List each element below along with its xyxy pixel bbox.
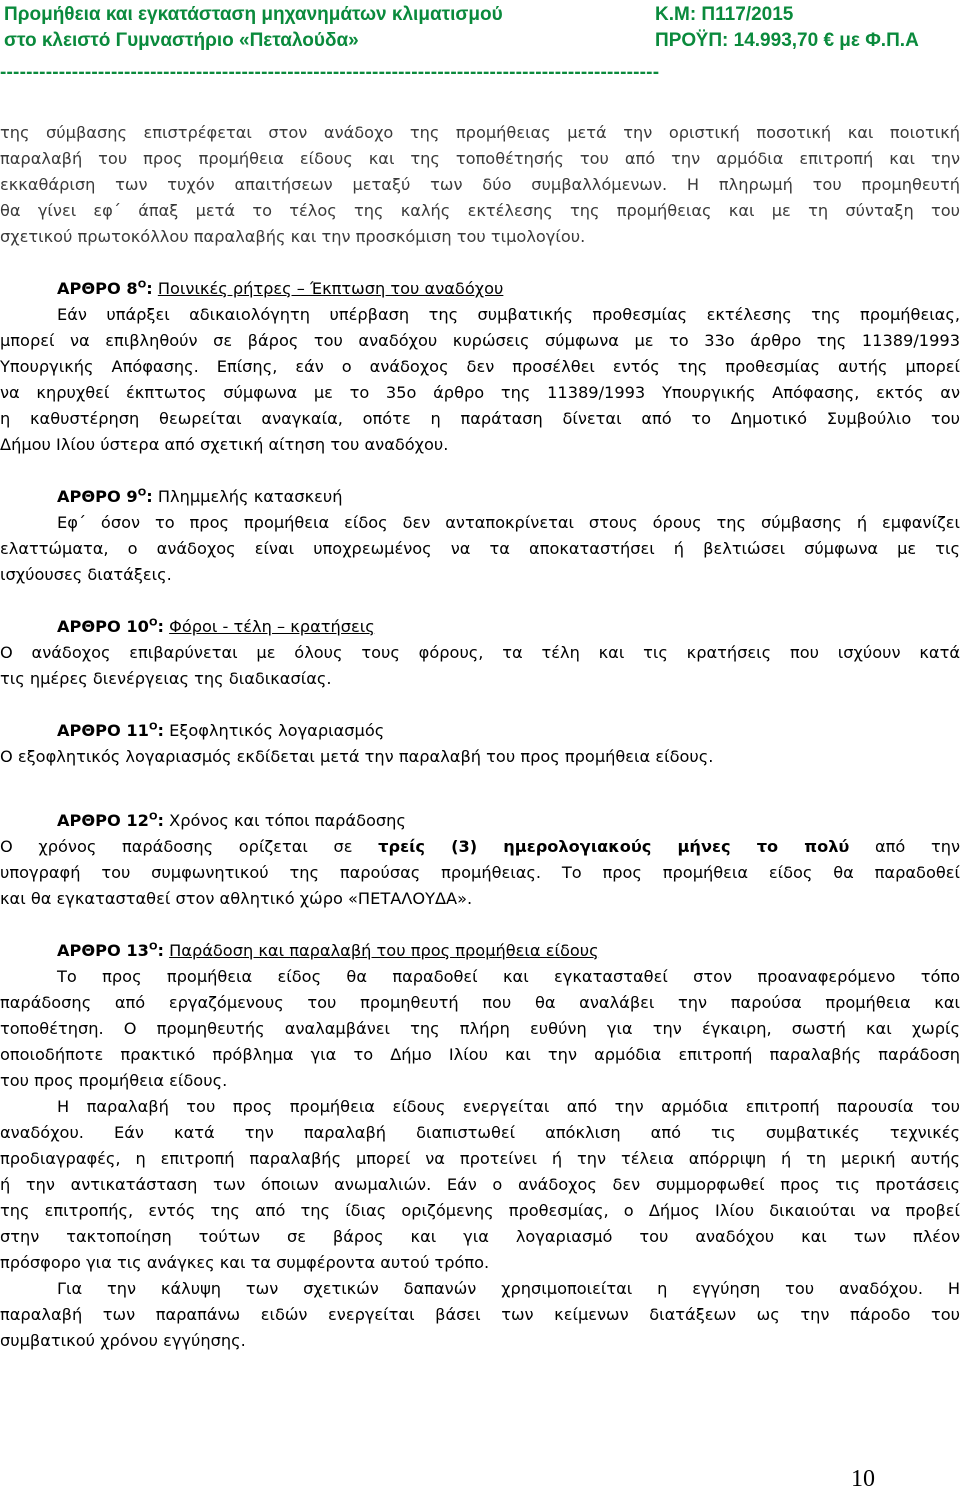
text-line: πρόσφορο για τις ανάγκες και τα συμφέροντα αυτού τρόπο. [0,1253,490,1272]
text-line: στην τακτοποίηση τούτων σε βάρος και για λογαριασμό του αναδόχου και των πλέον [0,1227,960,1246]
text-line: Δήμου Ιλίου ύστερα από σχετική αίτηση του αναδόχου. [0,435,449,454]
text-line: ισχύουσες διατάξεις. [0,565,172,584]
article-heading: ΑΡΘΡΟ $9^O$: Πλημμελής κατασκευή [57,487,343,506]
header-ref-line-2: ΠΡΟΫΠ: 14.993,70 € με Φ.Π.Α [655,30,919,51]
text-line: Εάν υπάρξει αδικαιολόγητη υπέρβαση της συμβατικής προθεσμίας εκτέλεσης της προμήθειας, [57,305,960,324]
article-12 [0,808,960,912]
article-title: Παράδοση και παραλαβή του προς προμήθεια είδους [169,941,599,960]
header-title-line-1: Προμήθεια και εγκατάσταση μηχανημάτων κλιματισμού [4,4,503,25]
intro-paragraph [0,120,960,250]
text-line: Το προς προμήθεια είδος θα παραδοθεί και εγκατασταθεί στον προαναφερόμενο τόπο [57,967,960,986]
text-line: και θα εγκατασταθεί στον αθλητικό χώρο «ΠΕΤΑΛΟΥΔΑ». [0,889,473,908]
text-line: παραλαβή των παραπάνω ειδών ενεργείται βάσει των κείμενων διατάξεων ως την πάροδο του [0,1305,960,1324]
text-line: να κηρυχθεί έκπτωτος σύμφωνα με το 35ο άρθρο της 11389/1993 Υπουργικής Απόφασης, εκτός αν [0,383,960,402]
text-line: του προς προμήθεια είδους. [0,1071,228,1090]
article-13 [0,938,960,1354]
article-heading: ΑΡΘΡΟ $13^O$: Παράδοση και παραλαβή του προς προμήθεια είδους [57,941,599,960]
text-line: τοποθέτηση. Ο προμηθευτής αναλαμβάνει της πλήρη ευθύνη για την έγκαιρη, σωστή και χωρίς [0,1019,960,1038]
page-header [0,0,960,90]
text-line: τις ημέρες διενέργειας της διαδικασίας. [0,669,332,688]
text-line: Ο εξοφλητικός λογαριασμός εκδίδεται μετά την παραλαβή του προς προμήθεια είδους. [0,747,714,766]
article-11 [0,718,960,770]
article-title: Ποινικές ρήτρες – Έκπτωση του αναδόχου [157,279,504,298]
text-line: αναδόχου. Εάν κατά την παραλαβή διαπιστωθεί απόκλιση από τις συμβατικές τεχνικές [0,1123,960,1142]
text-line: θα γίνει εφ΄ άπαξ μετά το τέλος της καλής εκτέλεσης της προμήθειας και με τη σύνταξη του [0,201,960,220]
article-heading: ΑΡΘΡΟ $8^O$: Ποινικές ρήτρες – Έκπτωση του αναδόχου [57,279,504,298]
header-title-line-2: στο κλειστό Γυμναστήριο «Πεταλούδα» [4,30,359,51]
text-line: συμβατικού χρόνου εγγύησης. [0,1331,246,1350]
text-line: Εφ΄ όσον το προς προμήθεια είδος δεν ανταποκρίνεται στους όρους της σύμβασης ή εμφανίζει [57,513,960,532]
text-line: υπογραφή του συμφωνητικού της παρούσας προμήθειας. Το προς προμήθεια είδος θα παραδοθεί [0,863,960,882]
text-line: η καθυστέρηση θεωρείται αναγκαία, οπότε η παράταση δίνεται από το Δημοτικό Συμβούλιο του [0,409,960,428]
article-heading: ΑΡΘΡΟ $12^O$: Χρόνος και τόποι παράδοσης [57,811,406,830]
text-line: παράδοσης από εργαζόμενους του προμηθευτή που θα αναλάβει την παρούσα προμήθεια και [0,993,960,1012]
text-line: μπορεί να επιβληθούν σε βάρος του αναδόχου κυρώσεις σύμφωνα με το 33ο άρθρο της 11389/1993 [0,331,960,350]
text-line: σχετικού πρωτοκόλλου παραλαβής και την προσκόμιση του τιμολογίου. [0,227,586,246]
text-line: της σύμβασης επιστρέφεται στον ανάδοχο της προμήθειας μετά την οριστική ποσοτική και ποιοτική [0,123,960,142]
article-8 [0,276,960,458]
article-title: Χρόνος και τόποι παράδοσης [169,811,406,830]
text-line: προδιαγραφές, η επιτροπή παραλαβής μπορεί να προτείνει ή την τέλεια απόρριψη ή τη μερική αυτής [0,1149,960,1168]
article-title: Εξοφλητικός λογαριασμός [169,721,385,740]
text-line: εκκαθάριση των τυχόν απαιτήσεων μεταξύ των δύο συμβαλλόμενων. Η πληρωμή του προμηθευτή [0,175,960,194]
text-line: της επιτροπής, εντός της από της ίδιας οριζόμενης προθεσμίας, ο Δήμος Ιλίου δικαιούται να προβεί [0,1201,960,1220]
text-line: Για την κάλυψη των σχετικών δαπανών χρησιμοποιείται η εγγύηση του αναδόχου. Η [57,1279,960,1298]
article-9 [0,484,960,588]
text-line: Ο ανάδοχος επιβαρύνεται με όλους τους φόρους, τα τέλη και τις κρατήσεις που ισχύουν κατά [0,643,960,662]
text-line: ή την αντικατάσταση των όποιων ανωμαλιών. Εάν ο ανάδοχος δεν συμμορφωθεί προς τις προτάσεις [0,1175,960,1194]
text-line: ελαττώματα, ο ανάδοχος είναι υποχρεωμένος να τα αποκαταστήσει ή βελτιώσει σύμφωνα με τις [0,539,960,558]
page-number: 10 [851,1466,875,1492]
text-line: οποιοδήποτε πρακτικό πρόβλημα για το Δήμο Ιλίου και την αρμόδια επιτροπή παραλαβής παράδοση [0,1045,960,1064]
article-title: Φόροι - τέλη – κρατήσεις [169,617,375,636]
article-title: Πλημμελής κατασκευή [157,487,343,506]
text-line: Ο χρόνος παράδοσης ορίζεται σε τρείς (3) ημερολογιακούς μήνες το πολύ από την [0,837,960,856]
text-line: Υπουργικής Απόφασης. Επίσης, εάν ο ανάδοχος δεν προσέλθει εντός της προθεσμίας αυτής μπορεί [0,357,960,376]
article-heading: ΑΡΘΡΟ $11^O$: Εξοφλητικός λογαριασμός [57,721,385,740]
header-dashed-rule: ----------------------------------------------------------------------------------------------------- [0,62,660,83]
text-line: παραλαβή του προς προμήθεια είδους και της τοποθέτησής του από την αρμόδια επιτροπή και την [0,149,960,168]
text-line: Η παραλαβή του προς προμήθεια είδους ενεργείται από την αρμόδια επιτροπή παρουσία του [57,1097,960,1116]
article-10 [0,614,960,692]
delivery-period: τρείς (3) ημερολογιακούς μήνες το πολύ [378,837,850,856]
header-ref-line-1: Κ.Μ: Π117/2015 [655,4,794,25]
article-heading: ΑΡΘΡΟ $10^O$: Φόροι - τέλη – κρατήσεις [57,617,375,636]
